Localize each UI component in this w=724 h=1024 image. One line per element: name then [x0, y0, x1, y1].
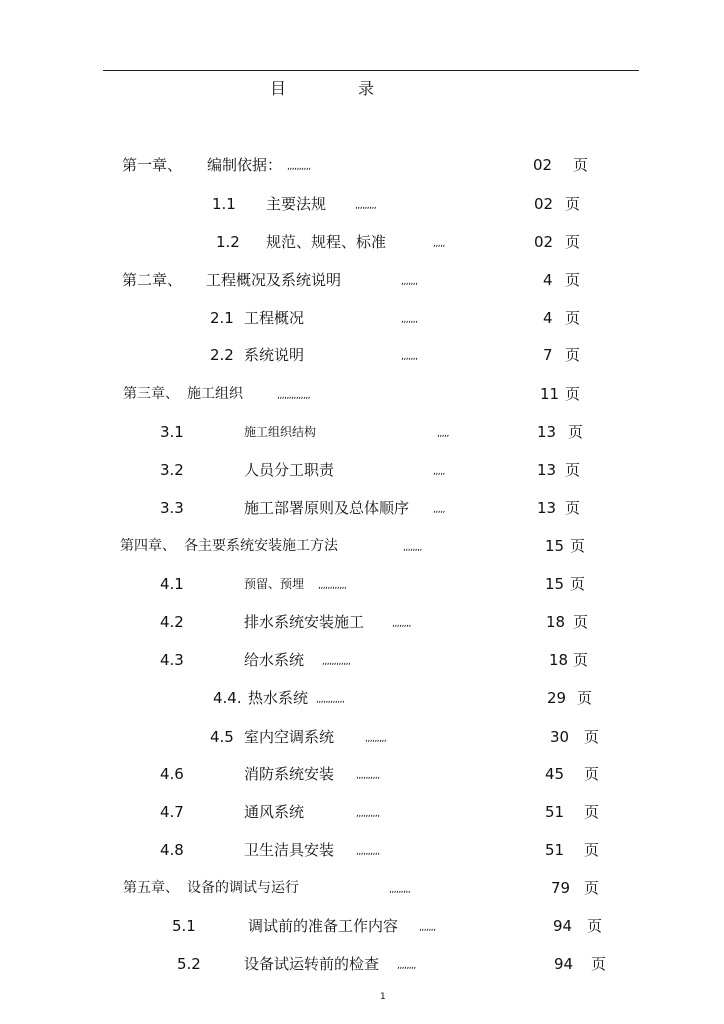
toc-entry-label: 规范、规程、标准 — [266, 233, 387, 251]
toc-entry-page: 02 — [534, 195, 554, 213]
toc-entry-page: 94 — [554, 955, 574, 973]
toc-entry-leader: ,,,,,,,, — [403, 543, 422, 553]
toc-entry-leader: ,,,,,,,,, — [355, 201, 377, 211]
toc-entry-page-suffix: 页 — [568, 423, 584, 441]
toc-entry[interactable] — [0, 270, 724, 290]
toc-entry-leader: ,,,,,,, — [401, 277, 418, 287]
toc-entry-page-suffix: 页 — [587, 917, 603, 935]
toc-entry-label: 人员分工职责 — [244, 461, 335, 479]
toc-entry-leader: ,,,,,,, — [401, 315, 418, 325]
toc-entry-number: 5.1 — [172, 917, 196, 935]
toc-entry[interactable] — [0, 650, 724, 670]
toc-entry-number: 4.7 — [160, 803, 184, 821]
toc-entry[interactable] — [0, 232, 724, 252]
toc-entry-page: 15 — [545, 575, 565, 593]
toc-entry-number: 4.5 — [210, 728, 234, 746]
toc-entry-leader: ,,,,, — [433, 505, 445, 515]
toc-entry[interactable] — [0, 840, 724, 860]
toc-entry[interactable] — [0, 194, 724, 214]
toc-entry-page-suffix: 页 — [584, 728, 600, 746]
toc-entry-label: 设备试运转前的检查 — [244, 955, 380, 973]
toc-entry-leader: ,,,,,,,,, — [389, 885, 411, 895]
toc-entry[interactable] — [0, 612, 724, 632]
toc-entry-leader: ,,,,,,,,, — [365, 734, 387, 744]
toc-entry[interactable] — [0, 460, 724, 480]
toc-entry-page-suffix: 页 — [584, 765, 600, 783]
toc-entry-leader: ,,,,, — [433, 239, 445, 249]
toc-entry-number: 2.1 — [210, 309, 234, 327]
toc-entry[interactable] — [0, 954, 724, 974]
toc-entry-number: 4.4. — [213, 689, 242, 707]
toc-entry-page: 13 — [537, 461, 557, 479]
toc-entry-number: 5.2 — [177, 955, 201, 973]
toc-entry-page-suffix: 页 — [565, 195, 581, 213]
toc-entry-leader: ,,,,,,,,,,,, — [322, 657, 351, 667]
toc-entry-page-suffix: 页 — [577, 689, 593, 707]
toc-entry-number: 2.2 — [210, 346, 234, 364]
toc-entry-label: 系统说明 — [244, 346, 305, 364]
toc-entry-page: 13 — [537, 499, 557, 517]
toc-entry-page-suffix: 页 — [565, 309, 581, 327]
toc-entry-leader: ,,,,, — [433, 467, 445, 477]
toc-entry-label: 预留、预埋 — [244, 577, 305, 591]
toc-entry-page: 18 — [549, 651, 569, 669]
toc-entry-label: 消防系统安装 — [244, 765, 335, 783]
toc-entry[interactable] — [0, 727, 724, 747]
toc-entry-page-suffix: 页 — [573, 613, 589, 631]
toc-entry-page-suffix: 页 — [565, 271, 581, 289]
toc-entry-label: 给水系统 — [244, 651, 305, 669]
toc-entry[interactable] — [0, 498, 724, 518]
toc-title-left: 目 — [270, 79, 287, 98]
toc-entry[interactable] — [0, 345, 724, 365]
toc-entry-label: 排水系统安装施工 — [244, 613, 365, 631]
toc-entry[interactable] — [0, 155, 724, 175]
toc-entry-page-suffix: 页 — [565, 385, 581, 403]
toc-entry-page-suffix: 页 — [570, 575, 586, 593]
toc-entry[interactable] — [0, 384, 724, 404]
toc-entry-leader: ,,,,,,,,,,,, — [318, 581, 347, 591]
toc-entry-page: 15 — [545, 537, 565, 555]
toc-entry[interactable] — [0, 688, 724, 708]
toc-entry-page: 51 — [545, 841, 565, 859]
toc-entry-label: 卫生洁具安装 — [244, 841, 335, 859]
toc-entry-page-suffix: 页 — [573, 651, 589, 669]
toc-entry-label: 施工部署原则及总体顺序 — [244, 499, 410, 517]
toc-entry-number: 1.1 — [212, 195, 236, 213]
toc-entry-page: 02 — [533, 156, 553, 174]
toc-entry-page: 51 — [545, 803, 565, 821]
toc-entry-number: 3.3 — [160, 499, 184, 517]
toc-entry[interactable] — [0, 878, 724, 898]
toc-entry[interactable] — [0, 764, 724, 784]
toc-title-right: 录 — [358, 79, 375, 98]
toc-entry-page: 30 — [550, 728, 570, 746]
toc-entry-label: 工程概况 — [244, 309, 305, 327]
toc-entry-page: 7 — [543, 346, 553, 364]
toc-entry-number: 4.6 — [160, 765, 184, 783]
toc-entry-label: 设备的调试与运行 — [187, 880, 299, 896]
footer-page-number: 1 — [380, 992, 386, 1002]
toc-entry-label: 主要法规 — [266, 195, 327, 213]
toc-entry-label: 各主要系统安装施工方法 — [184, 538, 338, 554]
toc-entry-number: 3.1 — [160, 423, 184, 441]
toc-entry-label: 工程概况及系统说明 — [206, 271, 342, 289]
toc-entry-page: 13 — [537, 423, 557, 441]
toc-entry-page: 94 — [553, 917, 573, 935]
toc-entry-number: 4.8 — [160, 841, 184, 859]
toc-entry-leader: ,,,,,,,,,,,, — [316, 695, 345, 705]
toc-entry-leader: ,,,,,,,,,, — [356, 809, 380, 819]
toc-entry-label: 热水系统 — [248, 689, 309, 707]
toc-entry-label: 通风系统 — [244, 803, 305, 821]
toc-entry[interactable] — [0, 802, 724, 822]
toc-entry[interactable] — [0, 916, 724, 936]
toc-entry-leader: ,,,,,,,, — [392, 619, 411, 629]
toc-entry-page-suffix: 页 — [570, 537, 586, 555]
toc-entry-page-suffix: 页 — [584, 879, 600, 897]
toc-entry-number: 4.2 — [160, 613, 184, 631]
toc-entry-number: 4.3 — [160, 651, 184, 669]
toc-entry[interactable] — [0, 422, 724, 442]
toc-entry-page: 11 — [540, 385, 560, 403]
toc-entry-leader: ,,,,,,,,,, — [356, 847, 380, 857]
header-rule — [103, 70, 639, 71]
toc-entry-page-suffix: 页 — [584, 803, 600, 821]
toc-entry[interactable] — [0, 574, 724, 594]
toc-entry-number: 4.1 — [160, 575, 184, 593]
toc-entry-leader: ,,,,,,,, — [397, 961, 416, 971]
toc-entry-number: 第二章、 — [122, 271, 183, 289]
toc-entry-page-suffix: 页 — [591, 955, 607, 973]
toc-entry-leader: ,,,,,,, — [419, 923, 436, 933]
toc-entry-leader: ,,,,,,,,,, — [356, 771, 380, 781]
toc-entry-label: 调试前的准备工作内容 — [248, 917, 399, 935]
toc-entry-number: 第三章、 — [123, 386, 179, 402]
toc-entry-page: 29 — [547, 689, 567, 707]
toc-entry-page-suffix: 页 — [565, 233, 581, 251]
toc-entry-leader: ,,,,,,, — [401, 352, 418, 362]
toc-entry-number: 第一章、 — [122, 156, 183, 174]
toc-entry-leader: ,,,,, — [437, 429, 449, 439]
toc-entry-page: 4 — [543, 309, 553, 327]
toc-entry-label: 施工组织结构 — [244, 425, 317, 439]
toc-entry-page: 4 — [543, 271, 553, 289]
toc-entry-leader: ,,,,,,,,,, — [287, 162, 311, 172]
toc-entry[interactable] — [0, 308, 724, 328]
toc-entry-label: 施工组织 — [187, 386, 243, 402]
toc-entry-number: 第五章、 — [123, 880, 179, 896]
toc-entry-page-suffix: 页 — [584, 841, 600, 859]
toc-entry[interactable] — [0, 536, 724, 556]
toc-entry-page-suffix: 页 — [565, 346, 581, 364]
toc-entry-number: 第四章、 — [120, 538, 176, 554]
toc-entry-label: 室内空调系统 — [244, 728, 335, 746]
toc-entry-page: 02 — [534, 233, 554, 251]
toc-entry-page-suffix: 页 — [565, 461, 581, 479]
toc-entry-number: 1.2 — [216, 233, 240, 251]
toc-entry-label: 编制依据： — [207, 156, 283, 174]
toc-entry-leader: ,,,,,,,,,,,,,, — [277, 391, 311, 401]
toc-entry-number: 3.2 — [160, 461, 184, 479]
toc-entry-page: 79 — [551, 879, 571, 897]
toc-entry-page: 45 — [545, 765, 565, 783]
toc-entry-page-suffix: 页 — [573, 156, 589, 174]
toc-entry-page-suffix: 页 — [565, 499, 581, 517]
toc-entry-page: 18 — [546, 613, 566, 631]
